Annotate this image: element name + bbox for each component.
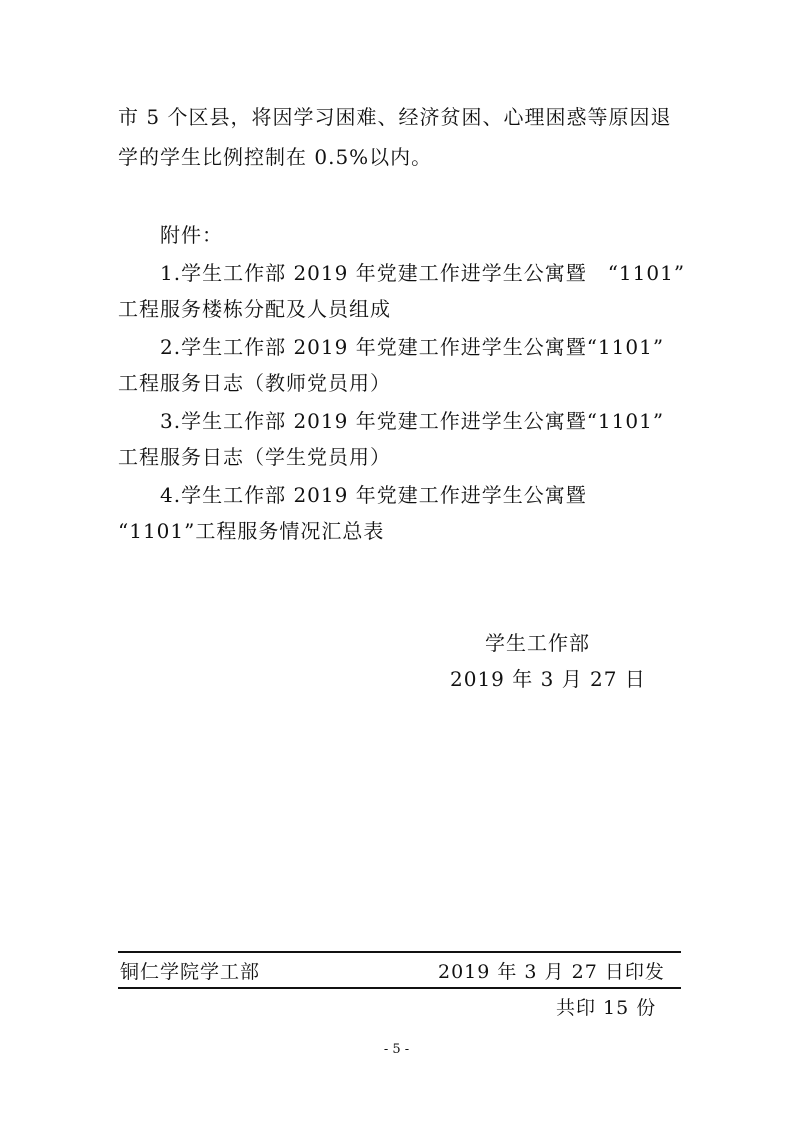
signature-date: 2019 年 3 月 27 日: [450, 667, 646, 691]
attachment-4-line-2: “1101”工程服务情况汇总表: [118, 519, 385, 543]
attachment-1-line-1: 1.学生工作部 2019 年党建工作进学生公寓暨 “1101”: [160, 261, 686, 285]
attachment-1-line-2: 工程服务楼栋分配及人员组成: [118, 297, 391, 321]
attachment-2-line-2: 工程服务日志（教师党员用）: [118, 371, 391, 395]
attachment-4-line-1: 4.学生工作部 2019 年党建工作进学生公寓暨: [160, 483, 587, 507]
body-paragraph-line-1: 市 5 个区县，将因学习困难、经济贫困、心理困惑等原因退: [118, 105, 672, 129]
page-number: - 5 -: [383, 1042, 410, 1057]
footer-bottom-rule: [118, 987, 681, 989]
attachment-3-line-2: 工程服务日志（学生党员用）: [118, 445, 391, 469]
attachments-heading: 附件：: [160, 223, 223, 247]
footer-issue-date: 2019 年 3 月 27 日印发: [438, 961, 665, 983]
attachment-3-line-1: 3.学生工作部 2019 年党建工作进学生公寓暨“1101”: [160, 409, 665, 433]
body-paragraph-line-2: 学的学生比例控制在 0.5%以内。: [118, 145, 433, 169]
attachment-2-line-1: 2.学生工作部 2019 年党建工作进学生公寓暨“1101”: [160, 335, 665, 359]
footer-top-rule: [118, 951, 681, 953]
footer-issuer: 铜仁学院学工部: [120, 961, 261, 983]
signature-department: 学生工作部: [485, 631, 590, 655]
footer-copies: 共印 15 份: [556, 997, 657, 1019]
